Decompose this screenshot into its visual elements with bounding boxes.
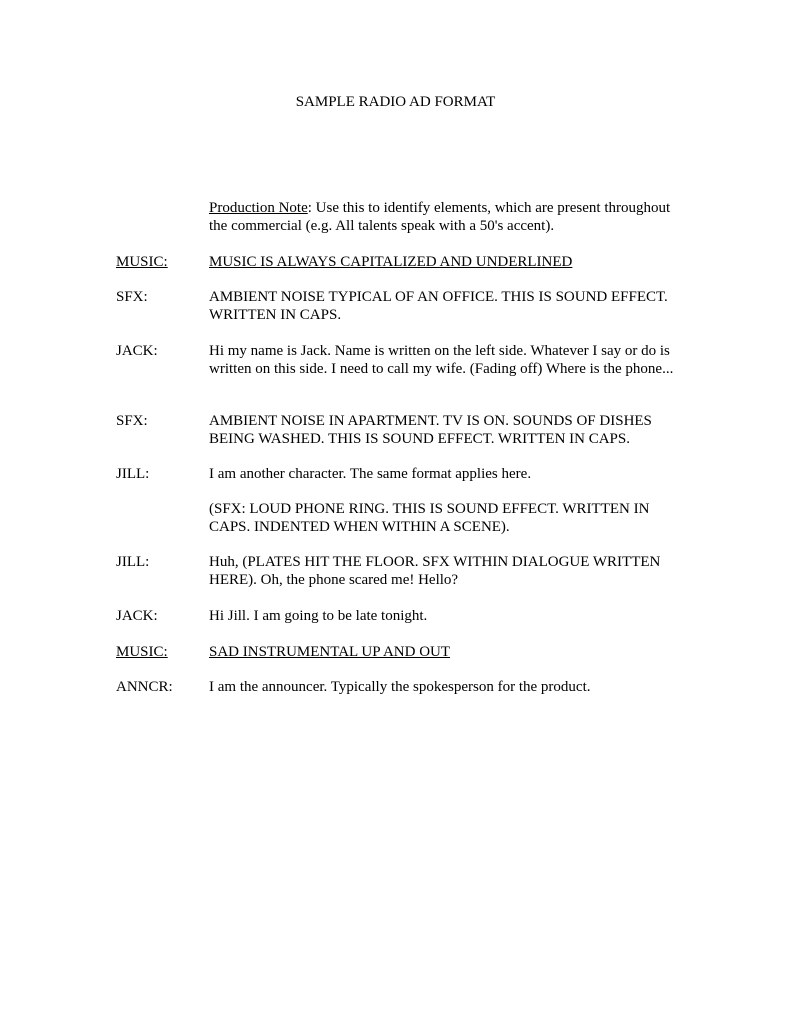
speaker-label: ANNCR: <box>116 679 173 695</box>
speaker-label: SFX: <box>116 413 148 429</box>
speaker-label: JILL: <box>116 554 150 570</box>
line-text: MUSIC IS ALWAYS CAPITALIZED AND UNDERLINED <box>209 254 573 270</box>
production-note-text: : Use this to identify elements, which are present throughout the commercial (e.g. All talents speak with a 50's accent). <box>209 200 671 234</box>
page-title: SAMPLE RADIO AD FORMAT <box>295 94 496 110</box>
speaker-label: JACK: <box>116 343 158 359</box>
line-text: Hi Jill. I am going to be late tonight. <box>209 608 428 624</box>
speaker-label: MUSIC: <box>116 644 168 660</box>
line-text: I am the announcer. Typically the spokesperson for the product. <box>209 679 591 695</box>
line-text: AMBIENT NOISE TYPICAL OF AN OFFICE. THIS IS SOUND EFFECT. WRITTEN IN CAPS. <box>209 289 668 323</box>
speaker-label: MUSIC: <box>116 254 168 270</box>
line-text: (SFX: LOUD PHONE RING. THIS IS SOUND EFFECT. WRITTEN IN CAPS. INDENTED WHEN WITHIN A SCENE). <box>209 501 650 535</box>
speaker-label: SFX: <box>116 289 148 305</box>
line-text: SAD INSTRUMENTAL UP AND OUT <box>209 644 451 660</box>
line-text: Hi my name is Jack. Name is written on the left side. Whatever I say or do is written on this side. I need to call my wife. (Fading off) Where is the phone... <box>209 343 674 377</box>
line-text: AMBIENT NOISE IN APARTMENT. TV IS ON. SOUNDS OF DISHES BEING WASHED. THIS IS SOUND EFFECT. WRITTEN IN CAPS. <box>209 413 652 447</box>
speaker-label: JILL: <box>116 466 150 482</box>
production-note-label: Production Note <box>209 200 308 216</box>
speaker-label: JACK: <box>116 608 158 624</box>
line-text: Huh, (PLATES HIT THE FLOOR. SFX WITHIN DIALOGUE WRITTEN HERE). Oh, the phone scared me! Hello? <box>209 554 661 588</box>
line-text: I am another character. The same format applies here. <box>209 466 532 482</box>
